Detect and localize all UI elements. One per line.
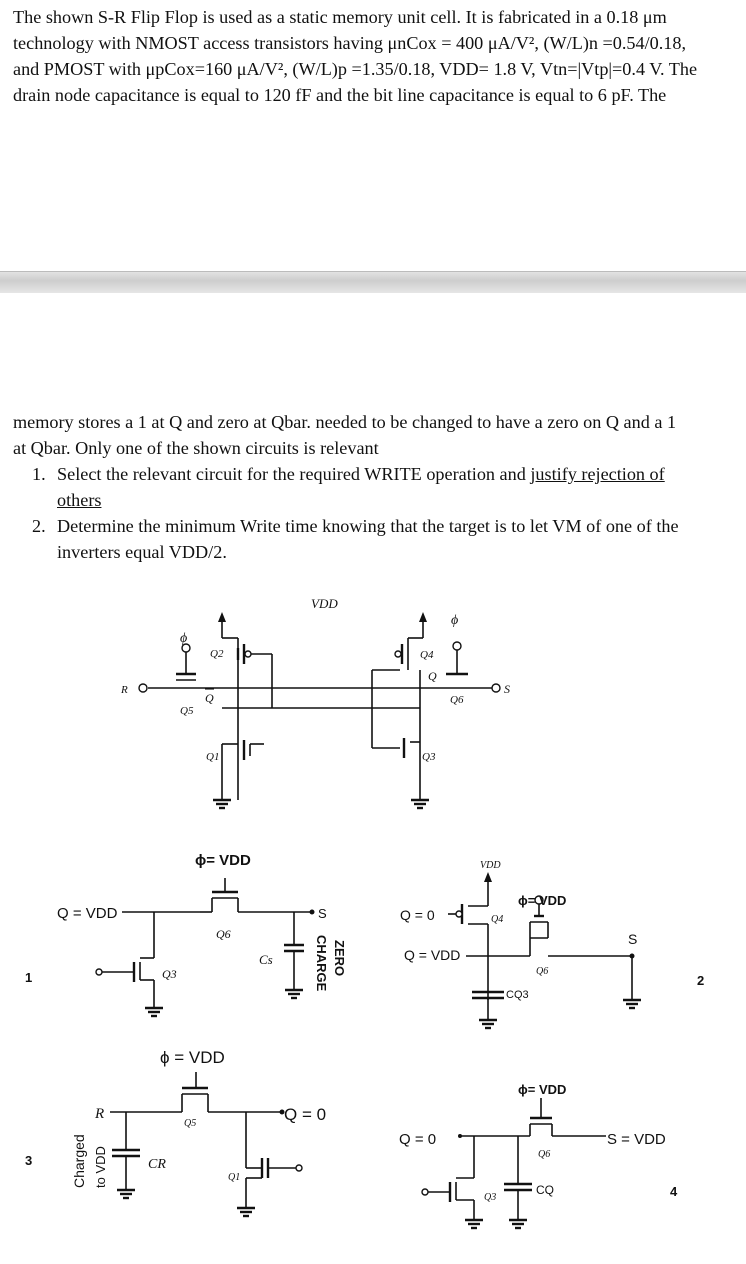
q1-label: Q1 <box>206 751 220 763</box>
circuit-number: 3 <box>25 1153 33 1168</box>
circuit-number: 2 <box>697 973 705 988</box>
phi-vdd-label: ϕ= VDD <box>518 1082 567 1097</box>
phi-vdd-label: ϕ= VDD <box>518 893 567 908</box>
charged-label: Charged <box>71 1134 87 1188</box>
task-number: 2. <box>32 516 46 536</box>
q4-label: Q4 <box>420 649 434 661</box>
problem-statement-part2 <box>13 409 733 565</box>
text-line: memory stores a 1 at Q and zero at Qbar. needed to be changed to have a zero on Q and a 1 <box>13 412 677 432</box>
problem-statement-part1 <box>13 4 733 108</box>
text-line: technology with NMOST access transistors having μnCox = 400 μA/V², (W/L)n =0.54/0.18, <box>13 33 687 53</box>
q6-label: Q6 <box>536 966 549 977</box>
vdd-label: VDD <box>311 596 338 611</box>
q3-label: Q3 <box>162 967 177 981</box>
task-item <box>13 461 733 513</box>
s-terminal-label: S <box>504 682 510 696</box>
circuit-diagrams <box>0 560 746 1264</box>
q2-label: Q2 <box>210 648 224 660</box>
circuit-number: 1 <box>25 970 33 985</box>
to-vdd-label: to VDD <box>93 1146 108 1188</box>
charge-label: CHARGE <box>314 935 329 992</box>
phi-vdd-label: ϕ= VDD <box>195 852 251 869</box>
phi-left-label: ϕ <box>180 631 188 646</box>
q3-label: Q3 <box>484 1192 497 1203</box>
task-number: 1. <box>32 464 46 484</box>
s-label: S <box>318 906 327 921</box>
vdd-label: VDD <box>480 860 501 871</box>
text-line: drain node capacitance is equal to 120 fF and the bit line capacitance is equal to 6 pF. The <box>13 85 667 105</box>
r-terminal-label: R <box>121 684 128 696</box>
q6-label: Q6 <box>538 1149 551 1160</box>
q6-label: Q6 <box>450 694 464 706</box>
circuit-1 <box>25 852 347 1016</box>
q3-label: Q3 <box>422 751 436 763</box>
page-break-divider <box>0 271 746 293</box>
q4-label: Q4 <box>491 914 504 925</box>
q-equals-vdd-label: Q = VDD <box>57 905 118 922</box>
q6-label: Q6 <box>216 927 231 941</box>
q5-label: Q5 <box>180 705 194 717</box>
phi-right-label: ϕ <box>451 613 459 628</box>
phi-vdd-label: ϕ = VDD <box>160 1048 225 1067</box>
qbar-zero-label: Q = 0 <box>284 1105 327 1124</box>
text-line: and PMOST with μpCox=160 μA/V², (W/L)p =1.35/0.18, VDD= 1.8 V, Vtn=|Vtp|=0.4 V. The <box>13 59 698 79</box>
task-list <box>13 461 733 565</box>
qbar-zero-label: Q = 0 <box>400 907 435 923</box>
s-label: S <box>628 931 638 947</box>
circuit-number: 4 <box>670 1184 678 1199</box>
cs-label: Cs <box>259 952 273 967</box>
circuit-3 <box>25 1048 326 1216</box>
task-text-underlined: justify rejection of <box>530 464 665 484</box>
circuit-2 <box>400 860 704 1028</box>
q5-label: Q5 <box>184 1118 197 1129</box>
qbar-node-label: Q <box>205 691 214 705</box>
r-label: R <box>95 1106 105 1122</box>
text-line: The shown S-R Flip Flop is used as a static memory unit cell. It is fabricated in a 0.18 μm <box>13 7 667 27</box>
s-vdd-label: S = VDD <box>607 1131 666 1148</box>
text-line: at Qbar. Only one of the shown circuits is relevant <box>13 438 379 458</box>
q-zero-label: Q = 0 <box>399 1131 437 1148</box>
task-text: Select the relevant circuit for the required WRITE operation and <box>57 464 531 484</box>
sr-flip-flop-circuit <box>120 596 510 808</box>
task-text: Determine the minimum Write time knowing that the target is to let VM of one of the <box>57 516 679 536</box>
cq-label: CQ <box>536 1183 554 1197</box>
cr-label: CR <box>148 1157 166 1172</box>
q1-label: Q1 <box>228 1172 241 1183</box>
task-text-underlined: others <box>57 490 102 510</box>
task-item <box>13 513 733 565</box>
task-text: inverters equal VDD/2. <box>57 542 227 562</box>
cq3-label: CQ3 <box>506 989 529 1001</box>
zero-label: ZERO <box>332 940 347 977</box>
q-node-label: Q <box>428 669 437 683</box>
q-vdd-label: Q = VDD <box>404 947 461 963</box>
circuit-4 <box>399 1082 678 1228</box>
